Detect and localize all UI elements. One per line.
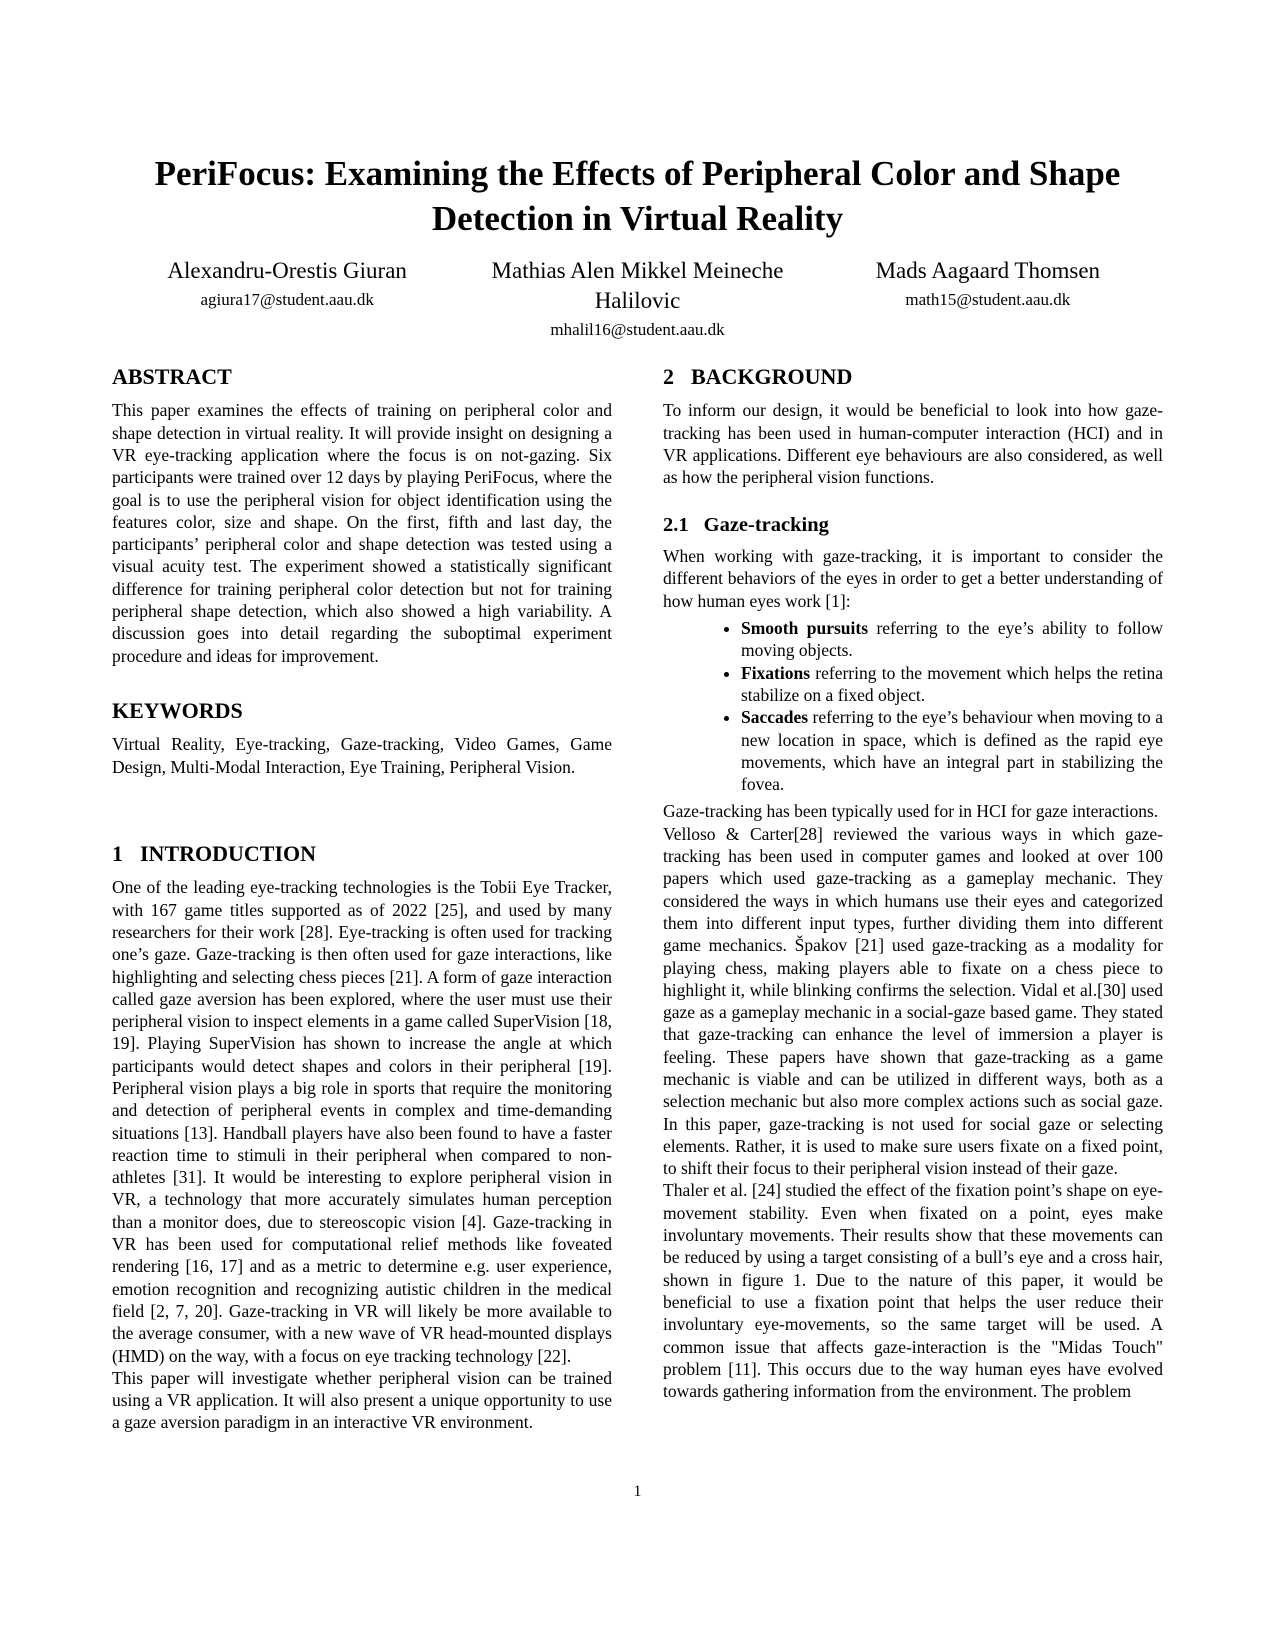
gaze-tracking-lead-text: When working with gaze-tracking, it is important to consider the different behaviors of the eyes in order to get a better understanding of how human eyes work [1]: xyxy=(663,546,1163,611)
list-item xyxy=(741,662,1163,707)
section-number: 1 xyxy=(112,840,123,866)
introduction-heading xyxy=(112,841,612,867)
bullet-term: Saccades xyxy=(741,707,809,728)
bullet-text: referring to the eye’s behaviour when moving to a new location in space, which is defined as the rapid eye movements, which have an integral part in stabilizing the fovea. xyxy=(741,707,1163,795)
section-title: INTRODUCTION xyxy=(140,840,317,866)
author-block xyxy=(813,256,1163,342)
keywords-heading: KEYWORDS xyxy=(112,697,243,723)
author-email: agiura17@student.aau.dk xyxy=(200,289,374,309)
background-paragraph: Velloso & Carter[28] reviewed the various ways in which gaze-tracking has been used in computer games and looked at over 100 papers which used gaze-tracking as a gameplay mechanic. They considered the ways in which humans use their eyes and categorized them into different input types, further dividing them into different game mechanics. Špakov [21] used gaze-tracking as a modality for playing chess, making players able to fixate on a chess piece to highlight it, while blinking confirms the selection. Vidal et al.[30] used gaze as a gameplay mechanic in a social-gaze based game. They stated that gaze-tracking can enhance the level of immersion a player is feeling. These papers have shown that gaze-tracking as a game mechanic is viable and can be utilized in different ways, both as a selection mechanic but also more complex actions such as social gaze. In this paper, gaze-tracking is not used for social gaze or selecting elements. Rather, it is used to make sure users fixate on a fixed point, to shift their focus to their peripheral vision instead of their gaze. xyxy=(663,823,1163,1179)
page-number: 1 xyxy=(633,1483,642,1500)
abstract-heading: ABSTRACT xyxy=(112,364,232,389)
author-email: mhalil16@student.aau.dk xyxy=(550,319,725,339)
list-item xyxy=(741,706,1163,795)
bullet-text: referring to the movement which helps the retina stabilize on a fixed object. xyxy=(741,662,1163,705)
keywords-text: Virtual Reality, Eye-tracking, Gaze-tracking, Video Games, Game Design, Multi-Modal Interaction, Eye Training, Peripheral Vision. xyxy=(112,734,612,777)
introduction-paragraph: This paper will investigate whether peripheral vision can be trained using a VR application. It will also present a unique opportunity to use a gaze aversion paradigm in an interactive VR environment. xyxy=(112,1367,612,1433)
author-block xyxy=(462,256,812,342)
background-heading xyxy=(663,364,1163,390)
page-title: PeriFocus: Examining the Effects of Peripheral Color and Shape Detection in Virtual Reality xyxy=(154,154,1121,238)
author-name: Mads Aagaard Thomsen xyxy=(875,258,1101,283)
bullet-text: referring to the eye’s ability to follow moving objects. xyxy=(741,618,1163,661)
author-name: Mathias Alen Mikkel Meineche Halilovic xyxy=(491,258,784,313)
subsection-title: Gaze-tracking xyxy=(703,513,829,536)
section-title: BACKGROUND xyxy=(691,364,853,389)
subsection-heading-gaze-tracking xyxy=(663,513,1163,538)
background-paragraph: Gaze-tracking has been typically used for in HCI for gaze interactions. xyxy=(663,801,1159,822)
eye-behavior-list xyxy=(663,617,1163,795)
right-column xyxy=(663,364,1163,1402)
list-item xyxy=(741,617,1163,662)
background-paragraph: Thaler et al. [24] studied the effect of the fixation point’s shape on eye-movement stability. Even when fixated on a point, eyes make involuntary movements. Their results show that these movements can be reduced by using a target consisting of a bull’s eye and a cross hair, shown in figure 1. Due to the nature of this paper, it would be beneficial to use a fixation point that helps the user reduce their involuntary eye-movements, so the same target will be used. A common issue that affects gaze-interaction is the "Midas Touch" problem [11]. This occurs due to the way human eyes have evolved towards gathering information from the environment. The problem xyxy=(663,1180,1163,1402)
author-email: math15@student.aau.dk xyxy=(905,289,1071,309)
authors-row xyxy=(112,256,1163,342)
bullet-term: Fixations xyxy=(741,662,811,683)
author-block xyxy=(112,256,462,342)
author-name: Alexandru-Orestis Giuran xyxy=(167,258,407,283)
left-column xyxy=(112,364,612,1434)
subsection-number: 2.1 xyxy=(663,513,689,536)
background-intro-text: To inform our design, it would be beneficial to look into how gaze-tracking has been used in human-computer interaction (HCI) and in VR applications. Different eye behaviours are also considered, as well as how the peripheral vision functions. xyxy=(663,400,1163,488)
abstract-text: This paper examines the effects of training on peripheral color and shape detection in virtual reality. It will provide insight on designing a VR eye-tracking application where the focus is on not-gazing. Six participants were trained over 12 days by playing PeriFocus, where the goal is to use the peripheral vision for object identification using the features color, size and shape. On the first, fifth and last day, the participants’ peripheral color and shape detection was tested using a visual acuity test. The experiment showed a statistically significant difference for training peripheral color detection but not for training peripheral shape detection, which also showed a high variability. A discussion goes into detail regarding the suboptimal experiment procedure and ideas for improvement. xyxy=(112,400,612,666)
section-number: 2 xyxy=(663,364,674,389)
introduction-paragraph: One of the leading eye-tracking technologies is the Tobii Eye Tracker, with 167 game titles supported as of 2022 [25], and used by many researchers for their work [28]. Eye-tracking is often used for tracking one’s gaze. Gaze-tracking is then often used for gaze interactions, like highlighting and selecting chess pieces [21]. A form of gaze interaction called gaze aversion has been explored, where the user must use their peripheral vision to inspect elements in a game called SuperVision [18, 19]. Playing SuperVision has shown to increase the angle at which participants would detect shapes and colors in their peripheral [19]. Peripheral vision plays a big role in sports that require the monitoring and detection of peripheral events in complex and time-demanding situations [13]. Handball players have also been found to have a faster reaction time to stimuli in their peripheral when compared to non-athletes [31]. It would be interesting to explore peripheral vision in VR, a technology that more accurately simulates human perception than a monitor does, due to stereoscopic vision [4]. Gaze-tracking in VR has been used for computational relief methods like foveated rendering [16, 17] and as a metric to determine e.g. user experience, emotion recognition and recognizing autistic children in the medical field [2, 7, 20]. Gaze-tracking in VR will likely be more available to the average consumer, with a new wave of VR head-mounted displays (HMD) on the way, with a focus on eye tracking technology [22]. xyxy=(112,877,612,1366)
bullet-term: Smooth pursuits xyxy=(741,618,869,639)
